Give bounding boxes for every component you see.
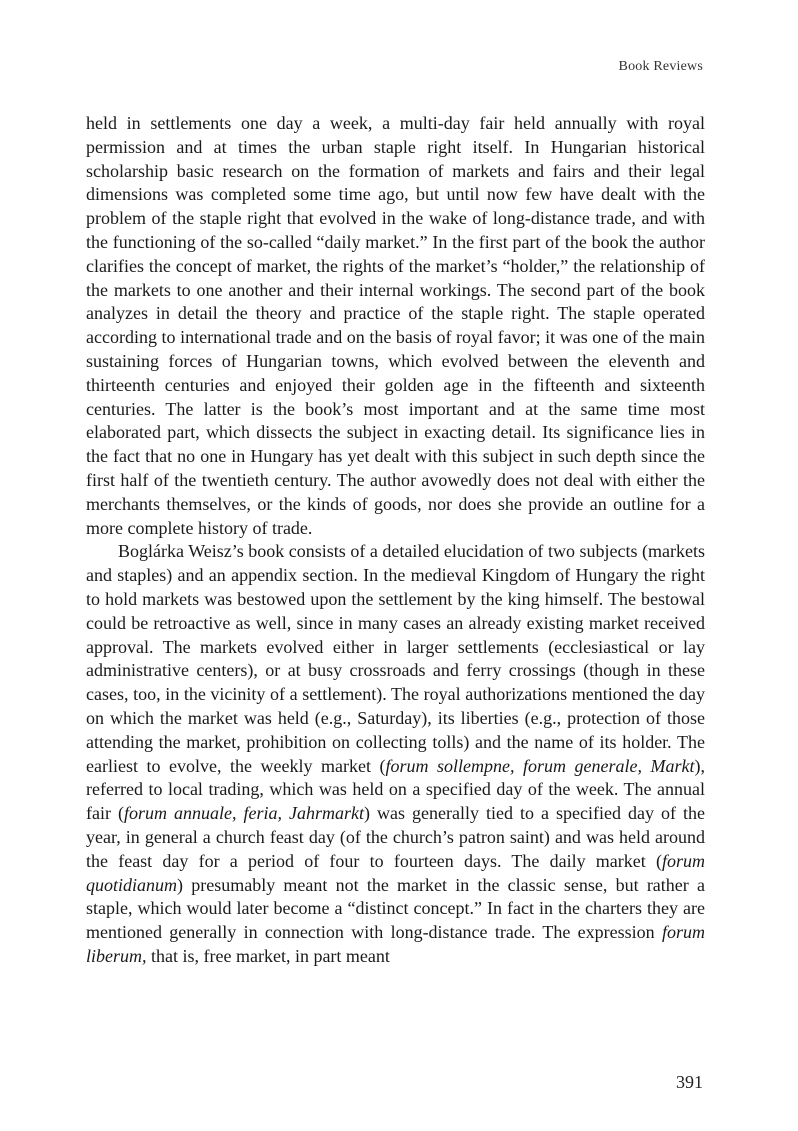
latin-term: forum sollempne, forum generale, Markt <box>385 755 695 776</box>
article-body <box>86 112 705 969</box>
page-number: 391 <box>676 1072 703 1092</box>
text-run: Boglárka Weisz’s book consists of a detailed elucidation of two subjects (markets and staples) and an appendix section. In the medieval Kingdom of Hungary the right to hold markets was bestowed upon the settlement by the king himself. The bestowal could be retroactive as well, since in many cases an already existing market received approval. The markets evolved either in larger settlements (ecclesiastical or lay administrative centers), or at busy crossroads and ferry crossings (though in these cases, too, in the vicinity of a settlement). The royal authorizations mentioned the day on which the market was held (e.g., Saturday), its liberties (e.g., protection of those attending the market, prohibition on collecting tolls) and the name of its holder. The earliest to evolve, the weekly market ( <box>86 541 705 776</box>
text-run: that is, free market, in part meant <box>146 945 390 966</box>
paragraph <box>86 112 705 540</box>
text-run: ) presumably meant not the market in the classic sense, but rather a staple, which would later become a “distinct concept.” In fact in the charters they are mentioned generally in connection with long-distance trade. The expression <box>86 874 705 943</box>
text-run: ), referred to local trading, which was held on a specified day of the week. The annual fair ( <box>86 755 705 824</box>
running-head: Book Reviews <box>618 59 703 74</box>
latin-term: forum annuale, feria, Jahrmarkt <box>124 803 365 824</box>
paragraph <box>86 540 705 968</box>
latin-term: forum quotidianum <box>86 850 705 895</box>
text-run: ) was generally tied to a specified day of the year, in general a church feast day (of the church’s patron saint) and was held around the feast day for a period of four to fourteen days. The daily market ( <box>86 803 705 871</box>
latin-term: forum liberum, <box>86 922 705 966</box>
text-run: held in settlements one day a week, a multi-day fair held annually with royal permission and at times the urban staple right itself. In Hungarian historical scholarship basic research on the formation of markets and fairs and their legal dimensions was completed some time ago, but until now few have dealt with the problem of the staple right that evolved in the wake of long-distance trade, and with the functioning of the so-called “daily market.” In the first part of the book the author clarifies the concept of market, the rights of the market’s “holder,” the relationship of the markets to one another and their internal workings. The second part of the book analyzes in detail the theory and practice of the staple right. The staple operated according to international trade and on the basis of royal favor; it was one of the main sustaining forces of Hungarian towns, which evolved between the eleventh and thirteenth centuries and enjoyed their golden age in the fifteenth and sixteenth centuries. The latter is the book’s most important and at the same time most elaborated part, which dissects the subject in exacting detail. Its significance lies in the fact that no one in Hungary has yet dealt with this subject in such depth since the first half of the twentieth century. The author avowedly does not deal with either the merchants themselves, or the kinds of goods, nor does she provide an outline for a more complete history of trade. <box>86 113 705 538</box>
